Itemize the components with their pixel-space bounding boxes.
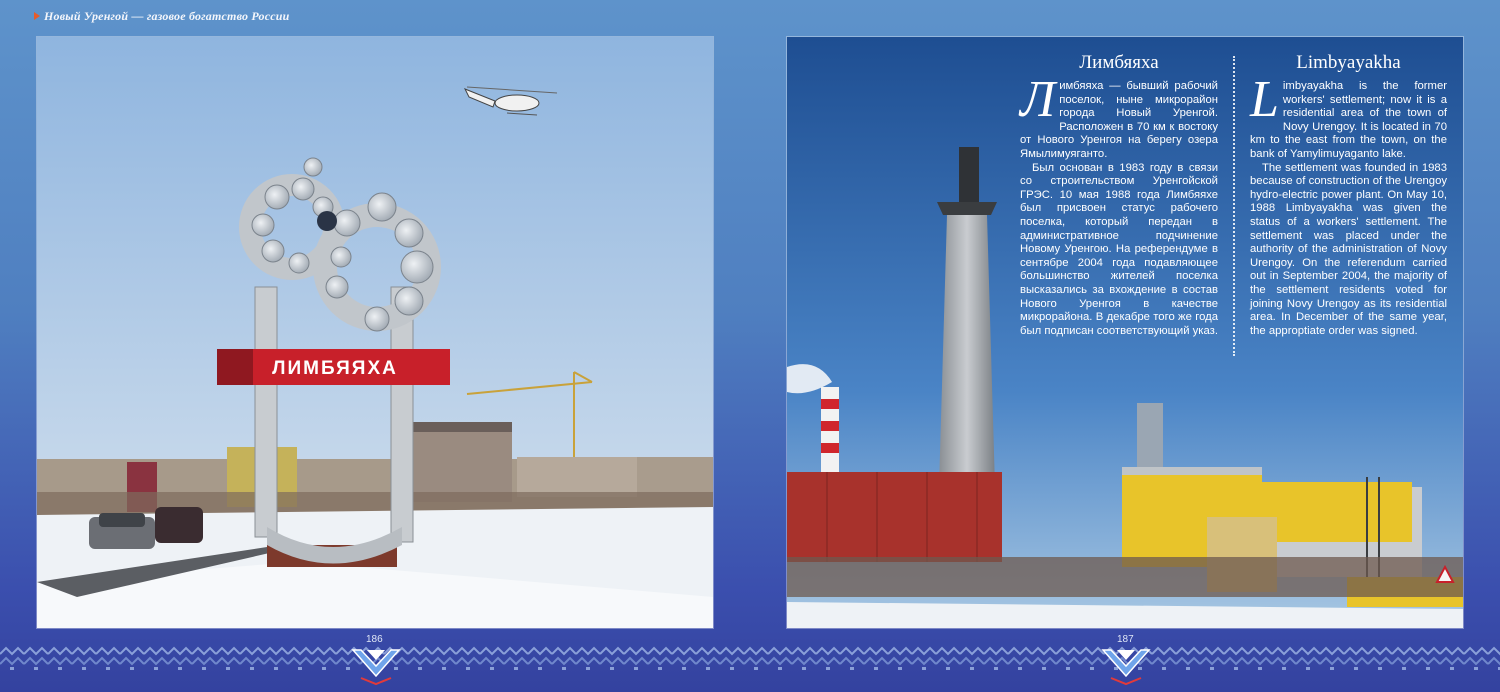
striped-chimney <box>821 387 839 477</box>
running-header <box>34 9 290 24</box>
english-title: Limbyayakha <box>1296 52 1401 73</box>
russian-paragraph-2: Был основан в 1983 году в связи со строительством Уренгойской ГРЭС. 10 мая 1988 года Лимбяяхе был присвоен статус рабочего поселка, который передан в административное подчинение Новому Уренгою. На референдуме в сентябре 2004 года подавляющее большинство жителей поселка высказались за вхождение в состав Нового Уренгоя в качестве микрорайона. В декабре того же года был подписан соответствующий указ. <box>1020 161 1218 337</box>
english-dropcap: L <box>1250 71 1279 128</box>
english-paragraph-2: The settlement was founded in 1983 because of construction of the Urengoy hydro-electric power plant. On May 10, 1988 Limbyayakha was given the status of a workers' settlement. The settlement was placed under the authority of the administration of Novy Urengoy. On the referendum carried out in September 2004, the majority of the settlement residents voted for joining Novy Urengoy as its residential area. In December of the same year, the approptiate order was signed. <box>1250 161 1447 337</box>
russian-paragraph-1: Лимбяяха — бывший рабочий поселок, ныне микрорайон города Новый Уренгой. Расположен в 70 км к востоку от Нового Уренгоя на берегу озера Ямылимуяганто. <box>1020 71 1218 160</box>
english-text-column <box>1250 52 1447 338</box>
bullet-triangle-icon <box>34 12 40 20</box>
ornament-border-icon <box>0 646 1500 672</box>
column-divider <box>1233 56 1235 356</box>
emblem-right-icon <box>1101 646 1151 686</box>
sign-text: ЛИМБЯЯХА <box>272 358 398 379</box>
page-number-left: 186 <box>366 634 383 645</box>
english-paragraph-1: Limbyayakha is the former workers' settlement; now it is a residential area of the town of Novy Urengoy. It is located in 70 km to the east from the town, on the bank of Yamylimuyaganto lake. <box>1250 71 1447 160</box>
russian-text-column <box>1020 52 1218 338</box>
page-number-right: 187 <box>1117 634 1134 645</box>
header-title: Новый Уренгой — газовое богатство России <box>44 9 290 23</box>
monument-photo <box>37 37 713 628</box>
emblem-left-icon <box>351 646 401 686</box>
russian-title: Лимбяяха <box>1079 52 1159 73</box>
russian-dropcap: Л <box>1020 71 1056 128</box>
